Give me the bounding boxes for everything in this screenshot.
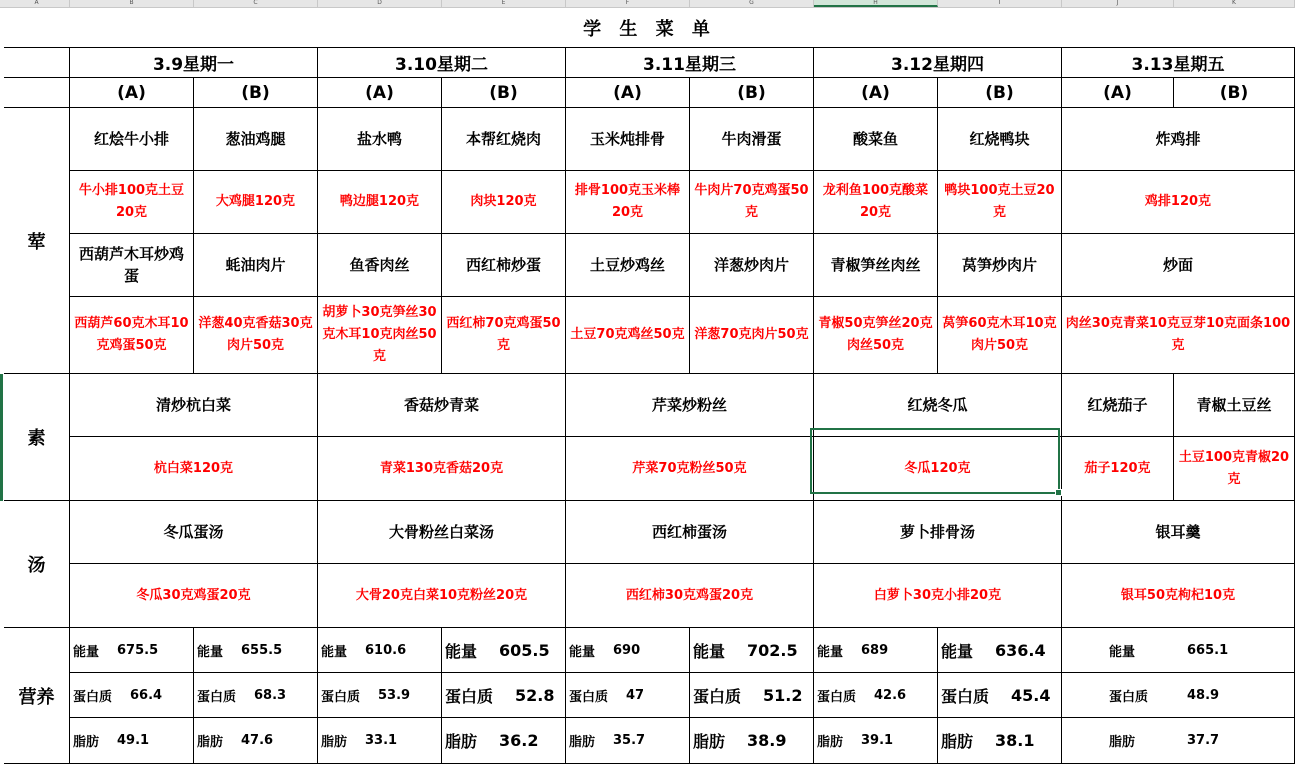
nutrition-label: 脂肪: [693, 732, 726, 751]
nutrition-energy-cell[interactable]: [318, 628, 442, 673]
nutrition-label: 能量: [569, 644, 596, 660]
nutrition-value: 33.1: [365, 733, 398, 748]
nutrition-value: 38.9: [747, 731, 787, 750]
meat-dish[interactable]: 盐水鸭: [318, 108, 442, 171]
column-header-c[interactable]: C: [194, 0, 318, 7]
meat-ingredients[interactable]: 鸭边腿120克: [318, 171, 442, 234]
nutrition-label: 蛋白质: [941, 686, 990, 706]
nutrition-value: 52.8: [515, 685, 555, 705]
nutrition-value: 48.9: [1187, 687, 1220, 703]
veg-dish[interactable]: 红烧茄子: [1062, 374, 1174, 437]
meat-dish[interactable]: 红烧鸭块: [938, 108, 1062, 171]
nutrition-value: 47.6: [241, 733, 274, 748]
nutrition-fat-cell[interactable]: [318, 718, 442, 764]
option-a-header[interactable]: (A): [1062, 78, 1174, 108]
nutrition-label: 蛋白质: [321, 689, 361, 705]
soup-ingredients[interactable]: 银耳50克枸杞10克: [1062, 564, 1295, 628]
nutrition-label: 蛋白质: [1109, 689, 1149, 705]
day-header[interactable]: 3.9星期一: [70, 48, 318, 78]
meat-dish[interactable]: 牛肉滑蛋: [690, 108, 814, 171]
meat-dish[interactable]: 青椒笋丝肉丝: [814, 234, 938, 297]
nutrition-value: 38.1: [995, 731, 1035, 750]
meat-dish[interactable]: 炒面: [1062, 234, 1295, 297]
meat-ingredients[interactable]: 肉块120克: [442, 171, 566, 234]
option-a-header[interactable]: (A): [70, 78, 194, 108]
nutrition-value: 689: [861, 642, 889, 658]
nutrition-value: 636.4: [995, 640, 1046, 660]
meat-ingredients[interactable]: 排骨100克玉米棒20克: [566, 171, 690, 234]
day-header[interactable]: 3.13星期五: [1062, 48, 1295, 78]
nutrition-label: 脂肪: [817, 735, 844, 750]
option-a-header[interactable]: (A): [566, 78, 690, 108]
veg-ingredients[interactable]: 茄子120克: [1062, 437, 1174, 501]
veg-ingredients[interactable]: 土豆100克青椒20克: [1174, 437, 1295, 501]
nutrition-fat-cell[interactable]: [194, 718, 318, 764]
nutrition-fat-cell[interactable]: [814, 718, 938, 764]
meat-dish[interactable]: 西红柿炒蛋: [442, 234, 566, 297]
nutrition-label: 能量: [941, 641, 974, 661]
meat-dish[interactable]: 土豆炒鸡丝: [566, 234, 690, 297]
meat-ingredients[interactable]: 牛肉片70克鸡蛋50克: [690, 171, 814, 234]
nutrition-value: 68.3: [254, 687, 287, 703]
nutrition-label: 脂肪: [321, 735, 348, 750]
veg-dish[interactable]: 芹菜炒粉丝: [566, 374, 814, 437]
meat-ingredients[interactable]: 鸭块100克土豆20克: [938, 171, 1062, 234]
meat-ingredients[interactable]: 鸡排120克: [1062, 171, 1295, 234]
option-b-header[interactable]: (B): [1174, 78, 1295, 108]
nutrition-label: 蛋白质: [73, 689, 113, 705]
nutrition-protein-cell[interactable]: [442, 673, 566, 718]
soup-ingredients[interactable]: 冬瓜30克鸡蛋20克: [70, 564, 318, 628]
nutrition-label: 能量: [197, 644, 224, 660]
nutrition-label: 蛋白质: [693, 686, 742, 706]
category-nutrition[interactable]: 营养: [4, 628, 70, 764]
nutrition-energy-cell[interactable]: [194, 628, 318, 673]
nutrition-protein-cell[interactable]: [194, 673, 318, 718]
nutrition-value: 610.6: [365, 642, 407, 658]
menu-spreadsheet: [4, 8, 1295, 765]
nutrition-value: 51.2: [763, 685, 803, 705]
option-b-header[interactable]: (B): [194, 78, 318, 108]
nutrition-label: 能量: [817, 644, 844, 660]
meat-dish[interactable]: 莴笋炒肉片: [938, 234, 1062, 297]
soup-dish[interactable]: 银耳羹: [1062, 501, 1295, 564]
nutrition-value: 37.7: [1187, 733, 1220, 748]
veg-ingredients[interactable]: 青菜130克香菇20克: [318, 437, 566, 501]
soup-dish[interactable]: 萝卜排骨汤: [814, 501, 1062, 564]
meat-dish[interactable]: 红烩牛小排: [70, 108, 194, 171]
day-header[interactable]: 3.10星期二: [318, 48, 566, 78]
meat-ingredients[interactable]: 牛小排100克土豆20克: [70, 171, 194, 234]
meat-ingredients[interactable]: 西红柿70克鸡蛋50克: [442, 297, 566, 374]
nutrition-fat-cell[interactable]: [566, 718, 690, 764]
nutrition-label: 脂肪: [445, 732, 478, 751]
veg-dish[interactable]: 香菇炒青菜: [318, 374, 566, 437]
nutrition-protein-cell[interactable]: [938, 673, 1062, 718]
veg-dish[interactable]: 青椒土豆丝: [1174, 374, 1295, 437]
soup-ingredients[interactable]: 西红柿30克鸡蛋20克: [566, 564, 814, 628]
meat-ingredients[interactable]: 土豆70克鸡丝50克: [566, 297, 690, 374]
nutrition-value: 47: [626, 687, 645, 703]
selected-row-indicator: [0, 374, 3, 501]
nutrition-fat-cell[interactable]: [1062, 718, 1295, 764]
nutrition-label: 脂肪: [73, 735, 100, 750]
veg-dish[interactable]: 清炒杭白菜: [70, 374, 318, 437]
nutrition-fat-cell[interactable]: [70, 718, 194, 764]
column-header-j[interactable]: J: [1062, 0, 1174, 7]
option-a-header[interactable]: (A): [318, 78, 442, 108]
nutrition-value: 690: [613, 642, 641, 658]
meat-dish[interactable]: 玉米炖排骨: [566, 108, 690, 171]
meat-dish[interactable]: 炸鸡排: [1062, 108, 1295, 171]
veg-ingredients[interactable]: 冬瓜120克: [814, 437, 1062, 501]
nutrition-energy-cell[interactable]: [70, 628, 194, 673]
nutrition-protein-cell[interactable]: [318, 673, 442, 718]
day-header[interactable]: 3.12星期四: [814, 48, 1062, 78]
nutrition-value: 655.5: [241, 642, 283, 658]
nutrition-protein-cell[interactable]: [566, 673, 690, 718]
nutrition-label: 蛋白质: [197, 689, 237, 705]
column-header-d[interactable]: D: [318, 0, 442, 7]
nutrition-label: 脂肪: [941, 732, 974, 751]
veg-ingredients[interactable]: 芹菜70克粉丝50克: [566, 437, 814, 501]
nutrition-label: 能量: [321, 644, 348, 660]
nutrition-value: 675.5: [117, 642, 159, 658]
soup-dish[interactable]: 大骨粉丝白菜汤: [318, 501, 566, 564]
option-b-header[interactable]: (B): [938, 78, 1062, 108]
column-header-b[interactable]: B: [70, 0, 194, 7]
nutrition-value: 36.2: [499, 731, 539, 750]
nutrition-protein-cell[interactable]: [1062, 673, 1295, 718]
meat-ingredients[interactable]: 肉丝30克青菜10克豆芽10克面条100克: [1062, 297, 1295, 374]
nutrition-energy-cell[interactable]: [814, 628, 938, 673]
meat-dish[interactable]: 洋葱炒肉片: [690, 234, 814, 297]
category-meat[interactable]: 荤: [4, 108, 70, 374]
nutrition-value: 49.1: [117, 733, 150, 748]
column-header-g[interactable]: G: [690, 0, 814, 7]
veg-dish[interactable]: 红烧冬瓜: [814, 374, 1062, 437]
meat-ingredients[interactable]: 大鸡腿120克: [194, 171, 318, 234]
option-a-header[interactable]: (A): [814, 78, 938, 108]
column-header-bar: [0, 0, 1295, 8]
meat-ingredients[interactable]: 胡萝卜30克笋丝30克木耳10克肉丝50克: [318, 297, 442, 374]
column-header-h[interactable]: H: [814, 0, 938, 7]
nutrition-value: 702.5: [747, 640, 798, 660]
meat-ingredients[interactable]: 莴笋60克木耳10克肉片50克: [938, 297, 1062, 374]
nutrition-value: 53.9: [378, 687, 411, 703]
nutrition-label: 能量: [73, 644, 100, 660]
nutrition-energy-cell[interactable]: [442, 628, 566, 673]
column-header-f[interactable]: F: [566, 0, 690, 7]
nutrition-value: 42.6: [874, 687, 907, 703]
sheet-title[interactable]: 学 生 菜 单: [4, 8, 1295, 48]
nutrition-label: 脂肪: [197, 735, 224, 750]
nutrition-fat-cell[interactable]: [690, 718, 814, 764]
nutrition-energy-cell[interactable]: [938, 628, 1062, 673]
veg-ingredients[interactable]: 杭白菜120克: [70, 437, 318, 501]
nutrition-value: 66.4: [130, 687, 163, 703]
nutrition-label: 能量: [445, 641, 478, 661]
column-header-i[interactable]: I: [938, 0, 1062, 7]
meat-dish[interactable]: 鱼香肉丝: [318, 234, 442, 297]
soup-ingredients[interactable]: 白萝卜30克小排20克: [814, 564, 1062, 628]
nutrition-label: 脂肪: [1109, 735, 1136, 750]
nutrition-label: 蛋白质: [569, 689, 609, 705]
corner-cell-option[interactable]: [4, 78, 70, 108]
option-b-header[interactable]: (B): [690, 78, 814, 108]
nutrition-protein-cell[interactable]: [690, 673, 814, 718]
nutrition-protein-cell[interactable]: [814, 673, 938, 718]
nutrition-value: 605.5: [499, 640, 550, 660]
nutrition-fat-cell[interactable]: [938, 718, 1062, 764]
meat-ingredients[interactable]: 洋葱40克香菇30克肉片50克: [194, 297, 318, 374]
nutrition-value: 39.1: [861, 733, 894, 748]
nutrition-label: 蛋白质: [445, 686, 494, 706]
nutrition-energy-cell[interactable]: [1062, 628, 1295, 673]
column-header-a[interactable]: A: [4, 0, 70, 7]
soup-dish[interactable]: 西红柿蛋汤: [566, 501, 814, 564]
option-b-header[interactable]: (B): [442, 78, 566, 108]
nutrition-fat-cell[interactable]: [442, 718, 566, 764]
meat-ingredients[interactable]: 西葫芦60克木耳10克鸡蛋50克: [70, 297, 194, 374]
soup-dish[interactable]: 冬瓜蛋汤: [70, 501, 318, 564]
nutrition-label: 能量: [693, 641, 726, 661]
category-veg[interactable]: 素: [4, 374, 70, 501]
day-header[interactable]: 3.11星期三: [566, 48, 814, 78]
meat-dish[interactable]: 西葫芦木耳炒鸡蛋: [70, 234, 194, 297]
category-soup[interactable]: 汤: [4, 501, 70, 628]
meat-dish[interactable]: 葱油鸡腿: [194, 108, 318, 171]
nutrition-energy-cell[interactable]: [690, 628, 814, 673]
nutrition-value: 665.1: [1187, 642, 1229, 658]
meat-dish[interactable]: 本帮红烧肉: [442, 108, 566, 171]
meat-ingredients[interactable]: 洋葱70克肉片50克: [690, 297, 814, 374]
column-header-k[interactable]: K: [1174, 0, 1295, 7]
nutrition-label: 蛋白质: [817, 689, 857, 705]
column-header-e[interactable]: E: [442, 0, 566, 7]
meat-dish[interactable]: 酸菜鱼: [814, 108, 938, 171]
nutrition-protein-cell[interactable]: [70, 673, 194, 718]
corner-cell-day[interactable]: [4, 48, 70, 78]
nutrition-value: 35.7: [613, 733, 646, 748]
meat-dish[interactable]: 蚝油肉片: [194, 234, 318, 297]
soup-ingredients[interactable]: 大骨20克白菜10克粉丝20克: [318, 564, 566, 628]
nutrition-label: 脂肪: [569, 735, 596, 750]
nutrition-label: 能量: [1109, 644, 1136, 660]
meat-ingredients[interactable]: 青椒50克笋丝20克肉丝50克: [814, 297, 938, 374]
nutrition-energy-cell[interactable]: [566, 628, 690, 673]
nutrition-value: 45.4: [1011, 685, 1051, 705]
meat-ingredients[interactable]: 龙利鱼100克酸菜20克: [814, 171, 938, 234]
